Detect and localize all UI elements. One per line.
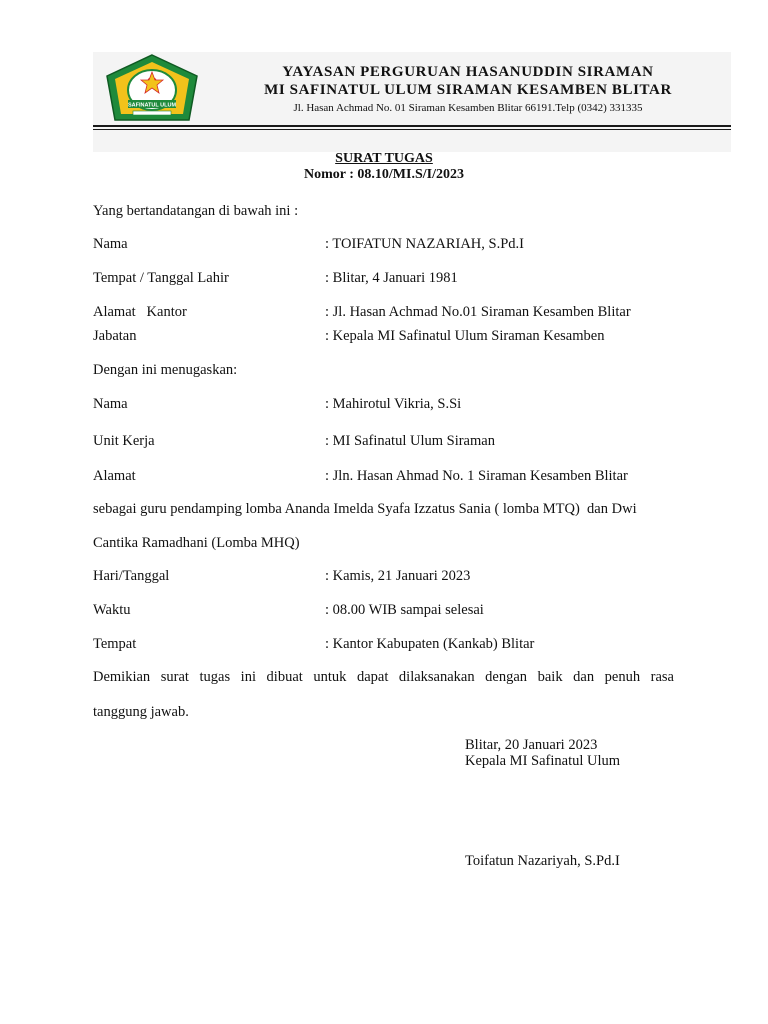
event-date-label: Hari/Tanggal bbox=[93, 568, 170, 584]
assignee-unit-label: Unit Kerja bbox=[93, 433, 155, 449]
letterhead bbox=[93, 52, 731, 152]
signer-position-label: Jabatan bbox=[93, 328, 137, 344]
event-place-value: : Kantor Kabupaten (Kankab) Blitar bbox=[325, 636, 535, 652]
event-date-value: : Kamis, 21 Januari 2023 bbox=[325, 568, 471, 584]
assign-intro-text: Dengan ini menugaskan: bbox=[93, 362, 238, 378]
signer-name-label: Nama bbox=[93, 236, 128, 252]
signer-birth-label: Tempat / Tanggal Lahir bbox=[93, 270, 229, 286]
letter-title bbox=[0, 151, 768, 183]
signer-position-value: : Kepala MI Safinatul Ulum Siraman Kesamben bbox=[325, 328, 605, 344]
closing-line-1 bbox=[93, 668, 674, 686]
logo-text: SAFINATUL ULUM bbox=[127, 102, 177, 109]
school-emblem-icon bbox=[97, 54, 207, 124]
letter-number: Nomor : 08.10/MI.S/I/2023 bbox=[304, 167, 464, 182]
closing-line-1-text: Demikian surat tugas ini dibuat untuk dapat dilaksanakan dengan baik dan penuh rasa bbox=[93, 669, 674, 685]
school-address: Jl. Hasan Achmad No. 01 Siraman Kesamben Blitar 66191.Telp (0342) 331335 bbox=[293, 102, 643, 114]
foundation-name: YAYASAN PERGURUAN HASANUDDIN SIRAMAN bbox=[282, 64, 654, 80]
signer-office-label: Alamat Kantor bbox=[93, 304, 187, 320]
purpose-line-2: Cantika Ramadhani (Lomba MHQ) bbox=[93, 535, 300, 551]
assignee-name-value: : Mahirotul Vikria, S.Si bbox=[325, 396, 462, 412]
letter-heading: SURAT TUGAS bbox=[335, 151, 433, 166]
signature-name: Toifatun Nazariyah, S.Pd.I bbox=[465, 853, 620, 869]
assignee-address-value: : Jln. Hasan Ahmad No. 1 Siraman Kesamben Blitar bbox=[325, 468, 628, 484]
letterhead-divider-thin bbox=[93, 129, 731, 130]
assignee-unit-value: : MI Safinatul Ulum Siraman bbox=[325, 433, 495, 449]
signer-office-value: : Jl. Hasan Achmad No.01 Siraman Kesamben Blitar bbox=[325, 304, 631, 320]
assignee-address-label: Alamat bbox=[93, 468, 136, 484]
signature-position: Kepala MI Safinatul Ulum bbox=[465, 753, 621, 769]
signature-place-date: Blitar, 20 Januari 2023 bbox=[465, 737, 598, 753]
event-time-value: : 08.00 WIB sampai selesai bbox=[325, 602, 484, 618]
event-place-label: Tempat bbox=[93, 636, 137, 652]
purpose-line-1: sebagai guru pendamping lomba Ananda Imelda Syafa Izzatus Sania ( lomba MTQ) dan Dwi bbox=[93, 501, 637, 517]
school-name: MI SAFINATUL ULUM SIRAMAN KESAMBEN BLITAR bbox=[264, 82, 672, 98]
signer-birth-value: : Blitar, 4 Januari 1981 bbox=[325, 270, 458, 286]
letterhead-divider bbox=[93, 125, 731, 127]
closing-line-2: tanggung jawab. bbox=[93, 704, 189, 720]
signer-name-value: : TOIFATUN NAZARIAH, S.Pd.I bbox=[325, 236, 524, 252]
event-time-label: Waktu bbox=[93, 602, 131, 618]
assignee-name-label: Nama bbox=[93, 396, 128, 412]
intro-text: Yang bertandatangan di bawah ini : bbox=[93, 203, 299, 219]
